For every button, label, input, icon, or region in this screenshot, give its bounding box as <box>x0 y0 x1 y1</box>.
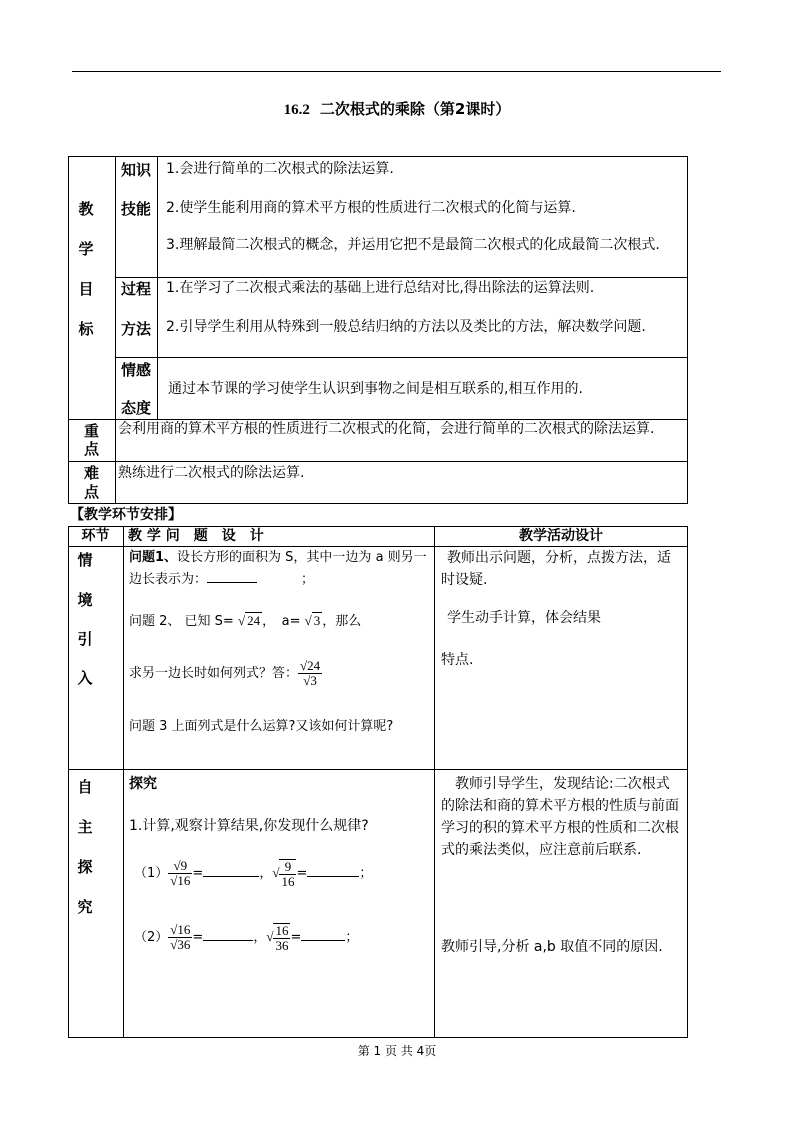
header-rule <box>72 71 721 72</box>
key-point-label-2: 点 <box>83 440 99 458</box>
question-2-part-b: ， a= <box>262 614 301 629</box>
equals-sign: = <box>192 866 204 881</box>
exercise-1 <box>134 854 434 893</box>
question-1-end: ； <box>301 572 315 587</box>
activity-text: 教师出示问题，分析，点拨方法，适时设疑. <box>441 550 671 588</box>
page-footer: 第 1 页 共 4页 <box>357 1044 437 1058</box>
explore-item-1: 1.计算,观察计算结果,你发现什么规律? <box>129 818 369 834</box>
equals-sign: = <box>290 930 302 945</box>
difficult-point-label-2: 点 <box>83 483 99 501</box>
difficult-point-text: 熟练进行二次根式的除法运算. <box>118 465 305 481</box>
fraction <box>168 859 192 888</box>
stage-char: 自 <box>77 778 93 796</box>
denominator-value: 3 <box>310 673 317 688</box>
separator: ， <box>259 866 273 881</box>
knowledge-item: 1.会进行简单的二次根式的除法运算. <box>166 161 394 177</box>
header-stage: 环节 <box>81 528 110 544</box>
difficult-point-label-1: 难 <box>83 464 99 482</box>
numerator-value: 9 <box>180 858 188 873</box>
process-label-2: 方法 <box>120 320 151 338</box>
answer-blank[interactable] <box>307 876 359 877</box>
separator: ， <box>253 930 267 945</box>
activity-text: 特点. <box>441 652 474 668</box>
key-point-label-1: 重 <box>83 422 99 440</box>
sqrt-fraction: √ $\frac{9}{16}$ <box>272 859 295 890</box>
denominator: 16 <box>281 874 295 890</box>
knowledge-label-1: 知识 <box>120 161 151 179</box>
emotion-text: 通过本节课的学习使学生认识到事物之间是相互联系的,相互作用的. <box>168 381 583 397</box>
row-divider <box>115 357 688 358</box>
fraction <box>298 659 322 688</box>
emotion-label-2: 态度 <box>120 399 151 417</box>
denominator-value: 36 <box>177 937 191 952</box>
exercise-2 <box>134 918 434 957</box>
numerator: √16 <box>170 922 191 937</box>
radicand: 3 <box>313 613 321 628</box>
question-2-part-a: 问题 2、 已知 S= <box>129 614 234 629</box>
process-label-1: 过程 <box>120 280 151 298</box>
objective-char: 目 <box>78 280 94 298</box>
objective-char: 标 <box>78 320 94 338</box>
header-questions: 教 学 问 题 设 计 <box>128 528 264 544</box>
question-1-label: 问题1、 <box>129 550 178 565</box>
knowledge-item: 2.使学生能利用商的算术平方根的性质进行二次根式的化简与运算. <box>166 200 576 216</box>
denominator: 36 <box>275 938 289 954</box>
sqrt-fraction: √ $\frac{16}{36}$ <box>266 923 289 954</box>
stage-char: 探 <box>77 858 93 876</box>
stage-char: 主 <box>77 818 93 836</box>
denominator: √36 <box>170 937 191 952</box>
question-2 <box>129 610 429 633</box>
numerator: √24 <box>300 658 321 673</box>
process-item: 2.引导学生利用从特殊到一般总结归纳的方法以及类比的方法，解决数学问题. <box>166 319 646 335</box>
end-mark: ； <box>345 930 359 945</box>
activity-text: 教师引导,分析 a,b 取值不同的原因. <box>441 939 663 955</box>
key-point-text: 会利用商的算术平方根的性质进行二次根式的化简，会进行简单的二次根式的除法运算. <box>118 421 655 437</box>
fraction <box>168 923 192 952</box>
col-divider <box>434 526 435 1038</box>
activity-text: 学生动手计算，体会结果 <box>447 610 601 626</box>
radicand: 24 <box>247 613 261 628</box>
equals-sign: = <box>192 930 204 945</box>
exercise-1-label: （1） <box>134 866 169 881</box>
question-2-part-c: ，那么 <box>322 614 362 629</box>
question-3: 问题 3 上面列式是什么运算?又该如何计算呢? <box>129 719 394 734</box>
stage-char: 究 <box>77 898 93 916</box>
row-divider <box>68 769 688 770</box>
col-divider <box>123 526 124 1038</box>
answer-blank[interactable] <box>203 876 259 877</box>
process-item: 1.在学习了二次根式乘法的基础上进行总结对比,得出除法的运算法则. <box>166 280 595 296</box>
col-divider <box>157 156 158 419</box>
answer-blank[interactable] <box>301 940 345 941</box>
stage-char: 情 <box>77 551 93 569</box>
numerator: 9 <box>279 860 296 875</box>
question-2-line-2 <box>129 656 429 692</box>
equals-sign: = <box>296 866 308 881</box>
question-1 <box>129 547 429 591</box>
numerator: √9 <box>168 859 192 874</box>
objective-char: 学 <box>78 240 94 258</box>
stage-char: 入 <box>77 669 93 687</box>
page-title <box>0 98 794 119</box>
activity-text: 教师引导学生，发现结论:二次根式的除法和商的算术平方根的性质与前面学习的积的算术平方根的性质和二次根式的乘法类似，应注意前后联系. <box>441 776 679 858</box>
header-activity: 教学活动设计 <box>519 528 603 544</box>
denominator: √3 <box>303 673 317 688</box>
title-text: 二次根式的乘除（第2课时） <box>319 100 511 118</box>
question-2-answer-prompt: 求另一边长时如何列式？答： <box>129 666 299 681</box>
arrangement-heading: 【教学环节安排】 <box>70 507 182 523</box>
section-number: 16.2 <box>283 102 310 118</box>
sqrt-expression: √ 24 <box>237 613 261 628</box>
numerator: 16 <box>275 923 289 939</box>
answer-blank[interactable] <box>203 940 253 941</box>
denominator: √16 <box>170 873 191 888</box>
sqrt-expression: √ 3 <box>304 613 321 628</box>
end-mark: ； <box>359 866 373 881</box>
knowledge-label-2: 技能 <box>120 200 151 218</box>
stage-char: 境 <box>77 591 93 609</box>
exercise-2-label: （2） <box>134 930 169 945</box>
numerator-value: 24 <box>307 658 321 673</box>
question-1-text: 设长方形的面积为 S，其中一边为 a 则另一边长表示为： <box>129 550 427 587</box>
stage-char: 引 <box>77 630 93 648</box>
objective-char: 教 <box>78 200 94 218</box>
denominator-value: 16 <box>177 873 191 888</box>
answer-blank[interactable] <box>207 582 257 583</box>
explore-heading: 探究 <box>129 776 157 792</box>
emotion-label-1: 情感 <box>120 361 151 379</box>
numerator-value: 16 <box>177 922 191 937</box>
knowledge-item: 3.理解最简二次根式的概念，并运用它把不是最简二次根式的化成最简二次根式. <box>166 237 660 253</box>
